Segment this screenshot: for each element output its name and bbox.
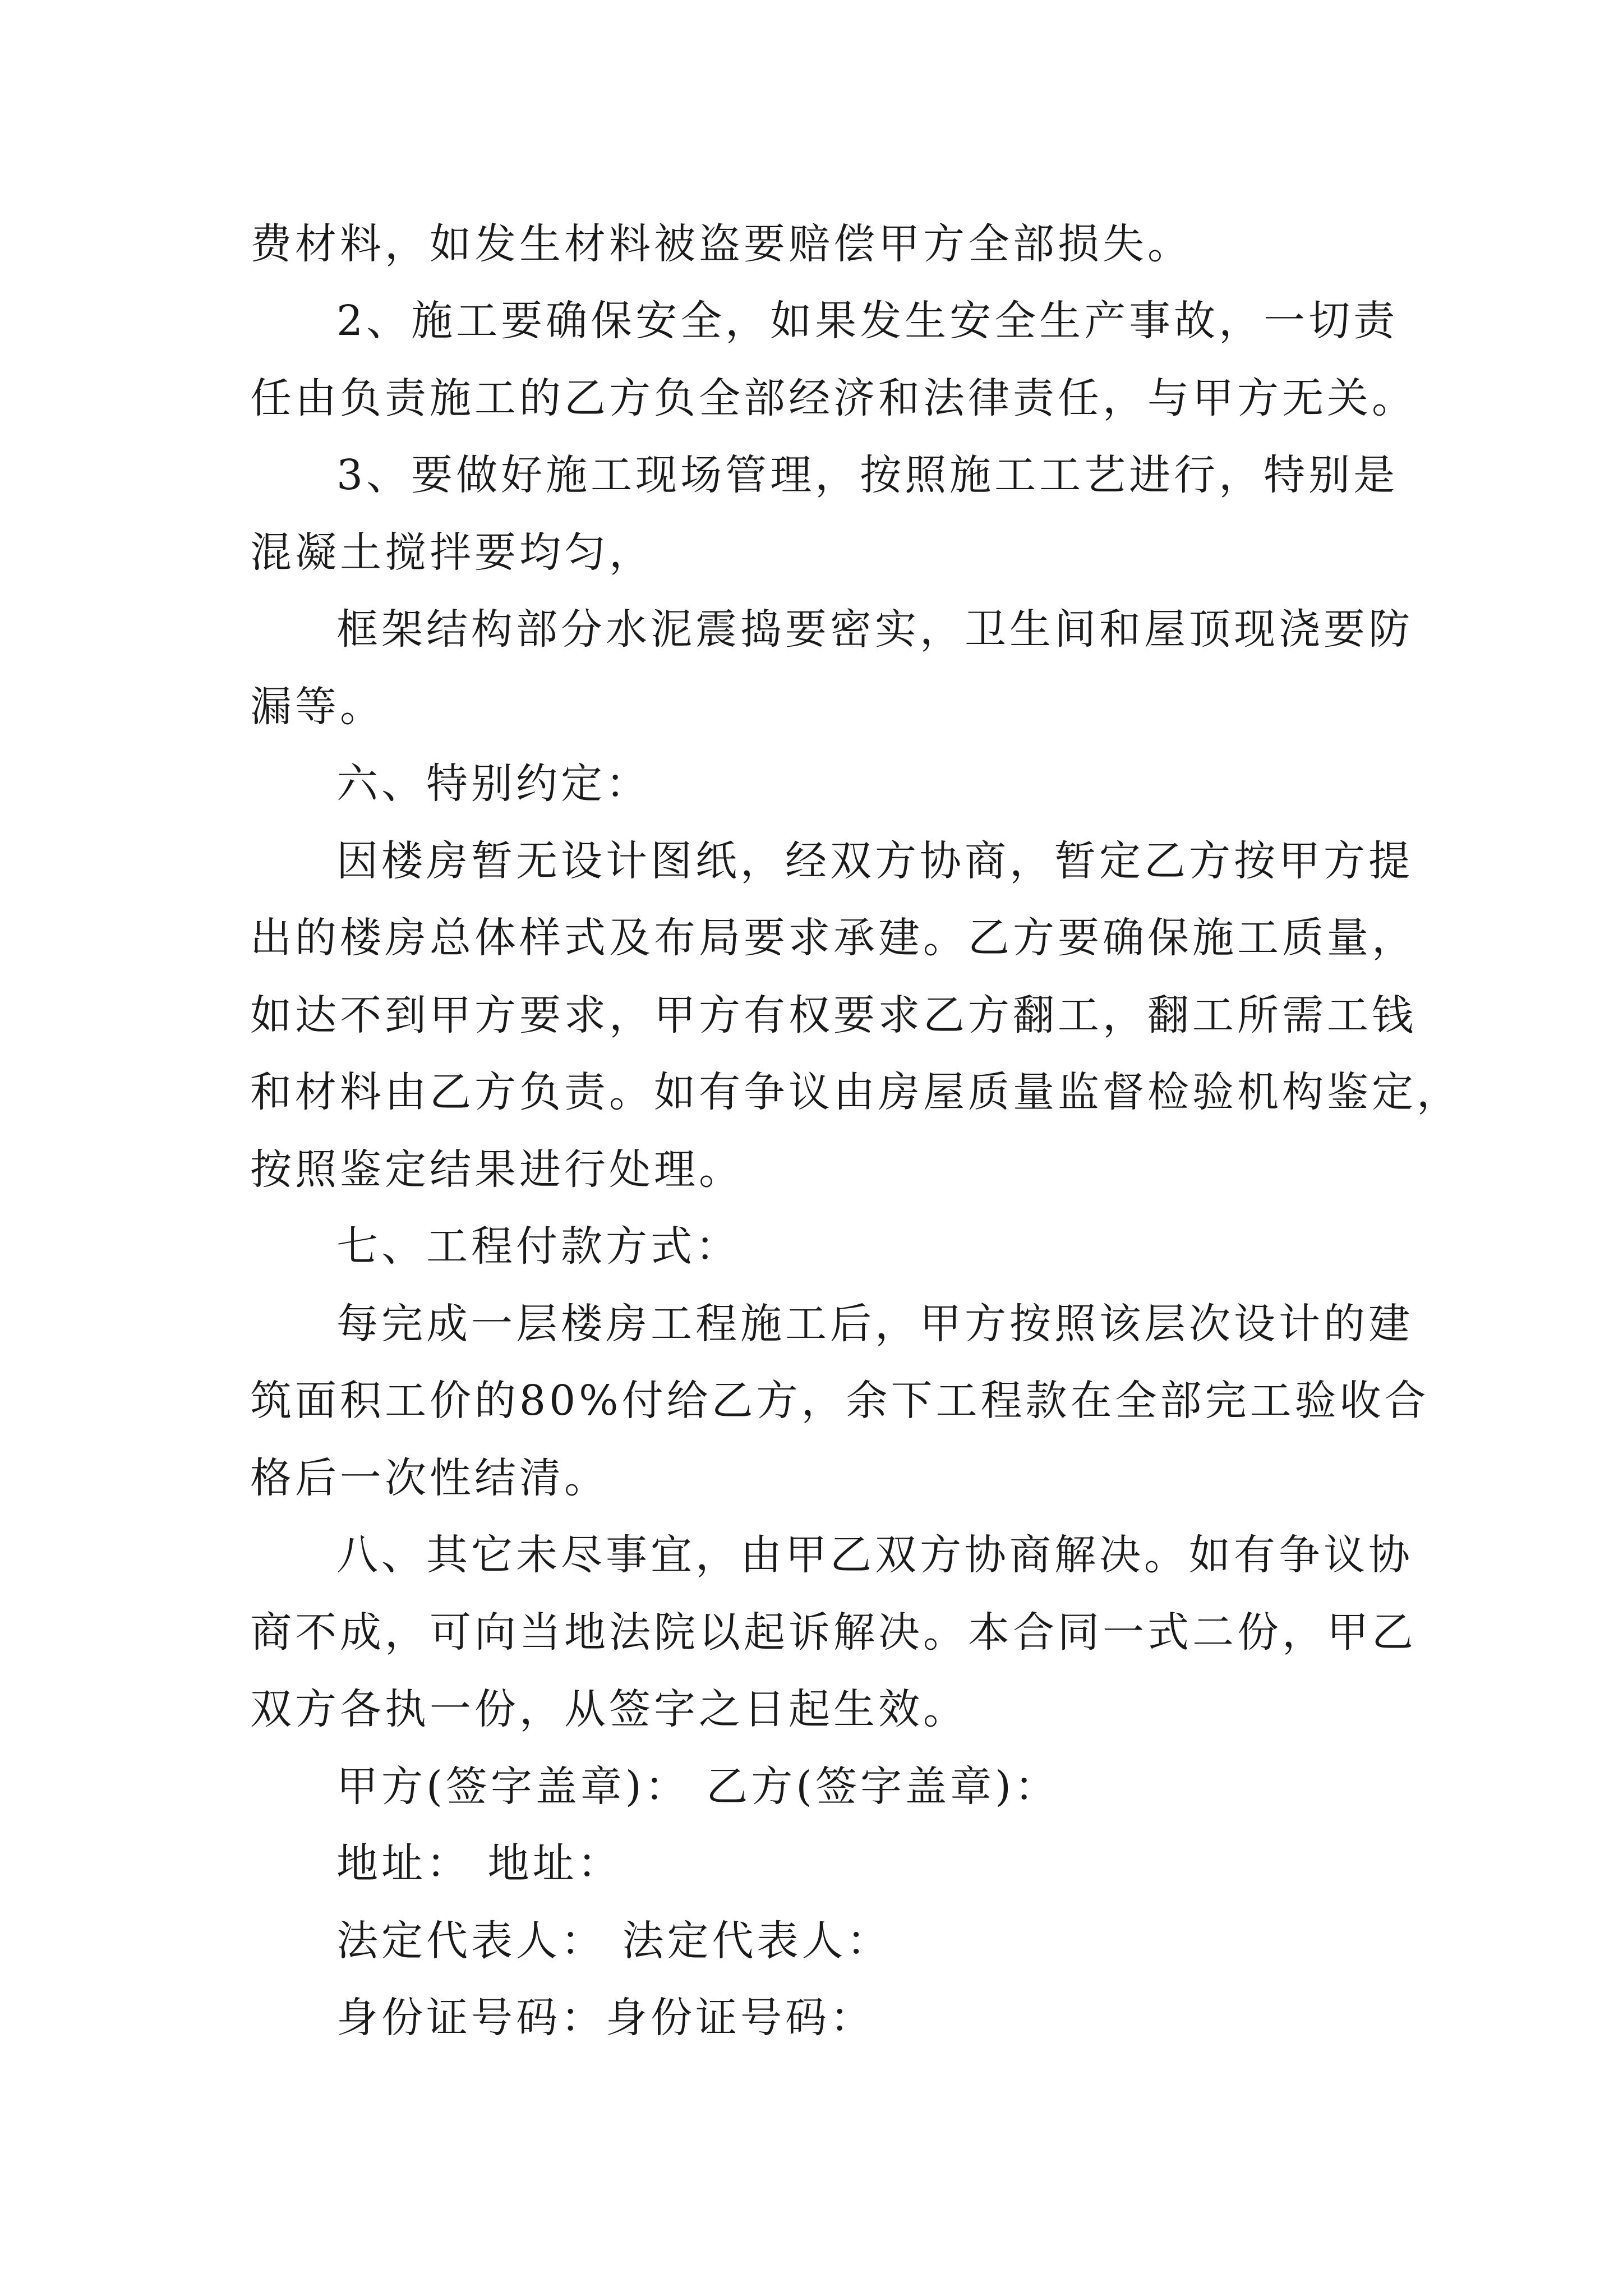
text-line: 筑面积工价的80%付给乙方，余下工程款在全部完工验收合 — [250, 1377, 1430, 1425]
text-line: 混凝土搅拌要均匀， — [250, 528, 654, 577]
address-line: 地址： 地址： — [336, 1839, 623, 1888]
text-line: 商不成，可向当地法院以起诉解决。本合同一式二份，甲乙 — [250, 1608, 1417, 1657]
text-line: 按照鉴定结果进行处理。 — [250, 1145, 744, 1194]
text-line: 费材料，如发生材料被盗要赔偿甲方全部损失。 — [250, 220, 1192, 268]
text-line: 八、其它未尽事宜，由甲乙双方协商解决。如有争议协 — [336, 1531, 1413, 1579]
section-heading: 七、工程付款方式： — [336, 1222, 740, 1271]
section-heading: 六、特别约定： — [336, 760, 651, 808]
signature-line: 甲方(签字盖章)： 乙方(签字盖章)： — [336, 1763, 1060, 1811]
text-line: 格后一次性结清。 — [250, 1454, 609, 1502]
id-number-line: 身份证号码：身份证号码： — [336, 1994, 875, 2042]
text-line: 2、施工要确保安全，如果发生安全生产事故，一切责 — [336, 297, 1399, 345]
text-line: 出的楼房总体样式及布局要求承建。乙方要确保施工质量， — [250, 914, 1417, 962]
text-line: 3、要做好施工现场管理，按照施工工艺进行，特别是 — [336, 451, 1399, 499]
text-line: 因楼房暂无设计图纸，经双方协商，暂定乙方按甲方提 — [336, 837, 1413, 885]
text-line: 漏等。 — [250, 683, 385, 731]
text-line: 每完成一层楼房工程施工后，甲方按照该层次设计的建 — [336, 1300, 1413, 1348]
text-line: 如达不到甲方要求，甲方有权要求乙方翻工，翻工所需工钱 — [250, 991, 1417, 1039]
text-line: 和材料由乙方负责。如有争议由房屋质量监督检验机构鉴定， — [250, 1068, 1461, 1116]
text-line: 双方各执一份，从签字之日起生效。 — [250, 1685, 968, 1733]
representative-line: 法定代表人： 法定代表人： — [336, 1917, 892, 1965]
text-line: 框架结构部分水泥震捣要密实，卫生间和屋顶现浇要防 — [336, 605, 1413, 654]
text-line: 任由负责施工的乙方负全部经济和法律责任，与甲方无关。 — [250, 374, 1417, 422]
